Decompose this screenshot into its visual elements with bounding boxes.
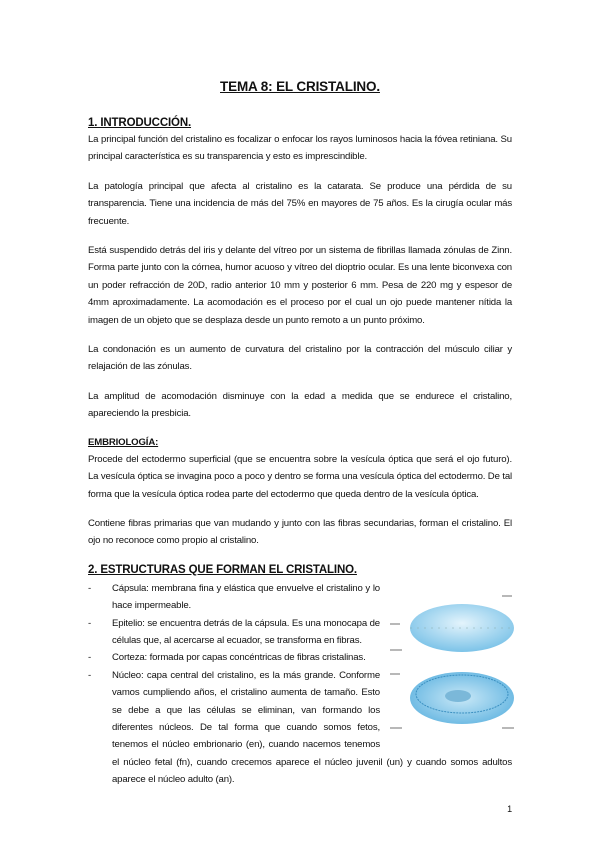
section-heading-introduccion: 1. INTRODUCCIÓN. <box>88 117 192 129</box>
structures-list <box>88 580 512 789</box>
list-item: - Corteza: formada por capas concéntricas de fibras cristalinas. <box>88 649 512 666</box>
page-title: TEMA 8: EL CRISTALINO. <box>220 79 380 94</box>
list-item: - Núcleo: capa central del cristalino, es la más grande. Conforme vamos cumpliendo años, el cristalino aumenta de tamaño. Esto se debe a que las células se eliminan, van formando los diferentes núcleos. De tal forma que cuando somos fetos, tenemos el núcleo embrionario (en), cuando nacemos tenemos el núcleo fetal (fn), cuando crecemos aparece el núcleo juvenil (un) y cuando somos adultos aparece el núcleo adulto (an). <box>88 667 512 789</box>
paragraph: La patología principal que afecta al cristalino es la catarata. Se produce una pérdida de su transparencia. Tiene una incidencia de más del 75% en mayores de 75 años. Es la cirugía ocular más frecuente. <box>88 180 512 227</box>
structures-list-container <box>88 580 512 789</box>
paragraph: La condonación es un aumento de curvatura del cristalino por la contracción del músculo ciliar y relajación de las zónulas. <box>88 344 512 373</box>
list-item: - Cápsula: membrana fina y elástica que envuelve el cristalino y lo hace impermeable. <box>88 580 512 615</box>
paragraph: Está suspendido detrás del iris y delante del vítreo por un sistema de fibrillas llamada zónulas de Zinn. Forma parte junto con la córnea, humor acuoso y vítreo del dioptrio ocular. Es una lente biconvexa con un poder refracción de 20D, radio anterior 10 mm y posterior 6 mm. Pesa de 220 mg y espesor de 4mm aproximadamente. La acomodación es el proceso por el cual un ojo puede mantener nítida la imagen de un objeto que se desplaza desde un punto remoto a un punto próximo. <box>88 245 512 326</box>
paragraph: Contiene fibras primarias que van mudando y junto con las fibras secundarias, forman el cristalino. El ojo no reconoce como propio al cristalino. <box>88 517 512 547</box>
paragraph: La principal función del cristalino es focalizar o enfocar los rayos luminosos hacia la fóvea retiniana. Su principal característica es su transparencia y esto es imprescindible. <box>88 134 512 163</box>
subheading-embriologia: EMBRIOLOGÍA: <box>88 436 159 448</box>
paragraph: Procede del ectodermo superficial (que se encuentra sobre la vesícula óptica que será el ojo futuro). La vesícula óptica se invagina poco a poco y dentro se forma una vesícula óptica del ectodermo. De tal forma que la vesícula óptica rodea parte del ectodermo que queda dentro de la vesícula óptica. <box>88 453 512 500</box>
paragraph: La amplitud de acomodación disminuye con la edad a medida que se endurece el cristalino, apareciendo la presbicia. <box>88 390 512 420</box>
list-item: - Epitelio: se encuentra detrás de la cápsula. Es una monocapa de células que, al acercarse al ecuador, se transforma en fibras. <box>88 615 512 650</box>
section-heading-estructuras: 2. ESTRUCTURAS QUE FORMAN EL CRISTALINO. <box>88 563 357 576</box>
page-number: 1 <box>507 803 512 814</box>
